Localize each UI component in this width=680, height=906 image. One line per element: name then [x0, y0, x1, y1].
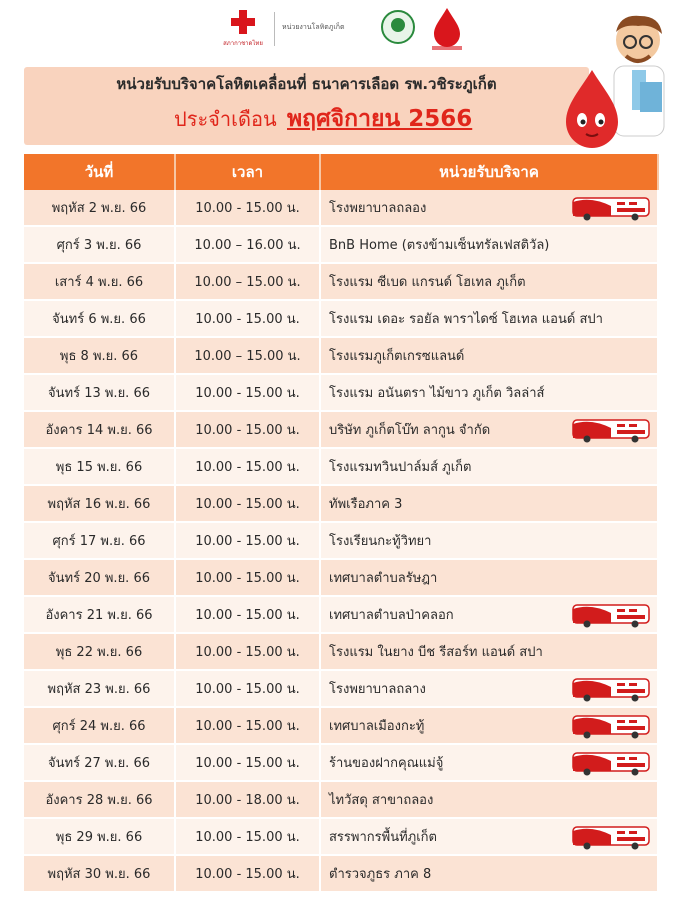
place-cell	[321, 819, 659, 856]
page-subtitle	[174, 101, 594, 137]
table-row	[24, 634, 659, 671]
time-cell-text: 10.00 - 15.00 น.	[195, 571, 300, 586]
schedule-table	[24, 154, 659, 893]
blood-bus-icon	[571, 194, 653, 222]
place-cell-text: โรงเรียนกะทู้วิทยา	[329, 534, 432, 549]
red-cross-icon	[231, 10, 255, 34]
date-cell-text: พุธ 15 พ.ย. 66	[55, 460, 143, 475]
place-cell	[321, 597, 659, 634]
date-cell	[24, 597, 176, 634]
date-cell-text: พฤหัส 30 พ.ย. 66	[47, 867, 151, 882]
red-cross-text: สภากาชาดไทย	[223, 40, 263, 47]
date-cell	[24, 560, 176, 597]
date-cell	[24, 782, 176, 819]
date-cell	[24, 190, 176, 227]
time-cell	[176, 301, 321, 338]
time-cell-text: 10.00 - 15.00 น.	[195, 830, 300, 845]
date-cell	[24, 486, 176, 523]
table-row	[24, 264, 659, 301]
table-row	[24, 301, 659, 338]
date-cell	[24, 708, 176, 745]
date-cell	[24, 301, 176, 338]
date-cell-text: ศุกร์ 3 พ.ย. 66	[56, 238, 142, 253]
date-cell-text: พุธ 29 พ.ย. 66	[55, 830, 143, 845]
table-row	[24, 745, 659, 782]
table-row	[24, 190, 659, 227]
date-cell-text: จันทร์ 13 พ.ย. 66	[48, 386, 150, 401]
place-cell-text: โรงแรม อนันตรา ไม้ขาว ภูเก็ต วิลล่าส์	[329, 386, 545, 401]
blood-bus-icon	[571, 675, 653, 703]
place-cell-text: BnB Home (ตรงข้ามเซ็นทรัลเฟสติวัล)	[329, 238, 550, 253]
time-cell-text: 10.00 - 15.00 น.	[195, 386, 300, 401]
table-row	[24, 708, 659, 745]
logo-bar	[0, 0, 680, 62]
col-place-header: หน่วยรับบริจาค	[321, 154, 659, 190]
time-cell-text: 10.00 - 15.00 น.	[195, 682, 300, 697]
time-cell-text: 10.00 – 16.00 น.	[194, 238, 301, 253]
place-cell-text: โรงแรมทวินปาล์มส์ ภูเก็ต	[329, 460, 472, 475]
place-cell	[321, 301, 659, 338]
place-cell	[321, 634, 659, 671]
date-cell-text: จันทร์ 20 พ.ย. 66	[48, 571, 150, 586]
date-cell	[24, 819, 176, 856]
date-cell-text: พุธ 22 พ.ย. 66	[55, 645, 143, 660]
col-time-header: เวลา	[176, 154, 321, 190]
page-title: หน่วยรับบริจาคโลหิตเคลื่อนที่ ธนาคารเลือด รพ.วชิระภูเก็ต	[116, 75, 497, 93]
time-cell-text: 10.00 - 18.00 น.	[195, 793, 300, 808]
date-cell-text: เสาร์ 4 พ.ย. 66	[54, 275, 144, 290]
place-cell	[321, 375, 659, 412]
table-row	[24, 819, 659, 856]
place-cell-text: โรงพยาบาลถลาง	[329, 682, 426, 697]
time-cell-text: 10.00 - 15.00 น.	[195, 423, 300, 438]
subtitle-prefix: ประจำเดือน	[174, 107, 277, 131]
time-cell-text: 10.00 – 15.00 น.	[194, 349, 301, 364]
time-cell	[176, 597, 321, 634]
time-cell	[176, 634, 321, 671]
date-cell-text: อังคาร 14 พ.ย. 66	[45, 423, 153, 438]
date-cell	[24, 523, 176, 560]
time-cell	[176, 671, 321, 708]
time-cell-text: 10.00 - 15.00 น.	[195, 719, 300, 734]
time-cell-text: 10.00 - 15.00 น.	[195, 645, 300, 660]
date-cell	[24, 449, 176, 486]
place-cell	[321, 708, 659, 745]
time-cell	[176, 338, 321, 375]
place-cell	[321, 745, 659, 782]
col-date-header: วันที่	[24, 154, 176, 190]
date-cell-text: อังคาร 28 พ.ย. 66	[45, 793, 153, 808]
table-row	[24, 523, 659, 560]
time-cell	[176, 708, 321, 745]
table-row	[24, 486, 659, 523]
time-cell-text: 10.00 - 15.00 น.	[195, 201, 300, 216]
time-cell	[176, 782, 321, 819]
table-row	[24, 671, 659, 708]
blood-bus-icon	[571, 823, 653, 851]
date-cell	[24, 375, 176, 412]
time-cell-text: 10.00 - 15.00 น.	[195, 460, 300, 475]
date-cell	[24, 338, 176, 375]
place-cell-text: โรงพยาบาลถลอง	[329, 201, 427, 216]
blood-bus-icon	[571, 601, 653, 629]
place-cell-text: ทัพเรือภาค 3	[329, 497, 403, 512]
date-cell-text: อังคาร 21 พ.ย. 66	[45, 608, 153, 623]
time-cell-text: 10.00 – 15.00 น.	[194, 275, 301, 290]
ministry-health-logo-icon	[381, 10, 415, 44]
place-cell-text: เทศบาลเมืองกะทู้	[329, 719, 425, 734]
date-cell	[24, 264, 176, 301]
time-cell	[176, 745, 321, 782]
time-cell	[176, 856, 321, 893]
place-cell-text: เทศบาลตำบลป่าคลอก	[329, 608, 454, 623]
place-cell	[321, 449, 659, 486]
blood-bus-icon	[571, 749, 653, 777]
blood-bus-icon	[571, 712, 653, 740]
date-cell-text: ศุกร์ 24 พ.ย. 66	[52, 719, 146, 734]
place-cell	[321, 782, 659, 819]
place-cell-text: ไทวัสดุ สาขาถลอง	[329, 793, 434, 808]
place-cell	[321, 264, 659, 301]
date-cell-text: ศุกร์ 17 พ.ย. 66	[52, 534, 146, 549]
date-cell	[24, 671, 176, 708]
header-banner	[24, 67, 589, 145]
time-cell	[176, 190, 321, 227]
date-cell	[24, 745, 176, 782]
time-cell	[176, 523, 321, 560]
place-cell-text: โรงแรม ซีเบด แกรนด์ โฮเทล ภูเก็ต	[329, 275, 526, 290]
blood-bus-icon	[571, 416, 653, 444]
place-cell-text: ร้านของฝากคุณแม่จู้	[329, 756, 444, 771]
time-cell	[176, 449, 321, 486]
place-cell-text: โรงแรมภูเก็ตเกรซแลนด์	[329, 349, 465, 364]
place-cell	[321, 412, 659, 449]
place-cell-text: บริษัท ภูเก็ตโบ๊ท ลากูน จำกัด	[329, 423, 491, 438]
place-cell-text: โรงแรม เดอะ รอยัล พาราไดซ์ โฮเทล แอนด์ สปา	[329, 312, 603, 327]
date-cell-text: พฤหัส 16 พ.ย. 66	[47, 497, 151, 512]
date-cell-text: พฤหัส 23 พ.ย. 66	[47, 682, 151, 697]
table-row	[24, 782, 659, 819]
place-cell-text: สรรพากรพื้นที่ภูเก็ต	[329, 830, 437, 845]
table-row	[24, 560, 659, 597]
time-cell	[176, 375, 321, 412]
blood-drop-logo-icon	[430, 6, 464, 52]
place-cell	[321, 227, 659, 264]
table-row	[24, 227, 659, 264]
table-row	[24, 412, 659, 449]
place-cell-text: ตำรวจภูธร ภาค 8	[329, 867, 432, 882]
place-cell	[321, 190, 659, 227]
time-cell	[176, 227, 321, 264]
table-row	[24, 375, 659, 412]
time-cell	[176, 486, 321, 523]
time-cell	[176, 819, 321, 856]
time-cell-text: 10.00 - 15.00 น.	[195, 312, 300, 327]
time-cell	[176, 264, 321, 301]
date-cell-text: พฤหัส 2 พ.ย. 66	[51, 201, 147, 216]
red-cross-logo	[216, 8, 270, 52]
place-cell	[321, 486, 659, 523]
date-cell	[24, 634, 176, 671]
place-cell	[321, 560, 659, 597]
time-cell-text: 10.00 - 15.00 น.	[195, 497, 300, 512]
logo-divider	[274, 12, 275, 46]
time-cell	[176, 560, 321, 597]
month-label: พฤศจิกายน 2566	[287, 106, 473, 132]
blood-drop-mascot-icon	[562, 68, 626, 152]
blood-bank-text: หน่วยงานโลหิตภูเก็ต	[282, 23, 345, 31]
date-cell-text: จันทร์ 6 พ.ย. 66	[52, 312, 146, 327]
table-row	[24, 449, 659, 486]
time-cell-text: 10.00 - 15.00 น.	[195, 608, 300, 623]
table-header	[24, 154, 659, 190]
time-cell-text: 10.00 - 15.00 น.	[195, 534, 300, 549]
date-cell	[24, 856, 176, 893]
place-cell	[321, 856, 659, 893]
place-cell-text: โรงแรม ในยาง บีช รีสอร์ท แอนด์ สปา	[329, 645, 543, 660]
table-row	[24, 597, 659, 634]
table-body	[24, 190, 659, 893]
place-cell-text: เทศบาลตำบลรัษฎา	[329, 571, 438, 586]
date-cell-text: พุธ 8 พ.ย. 66	[59, 349, 139, 364]
date-cell	[24, 412, 176, 449]
place-cell	[321, 523, 659, 560]
date-cell-text: จันทร์ 27 พ.ย. 66	[48, 756, 150, 771]
date-cell	[24, 227, 176, 264]
time-cell	[176, 412, 321, 449]
table-row	[24, 338, 659, 375]
place-cell	[321, 671, 659, 708]
place-cell	[321, 338, 659, 375]
table-row	[24, 856, 659, 893]
time-cell-text: 10.00 - 15.00 น.	[195, 867, 300, 882]
time-cell-text: 10.00 - 15.00 น.	[195, 756, 300, 771]
